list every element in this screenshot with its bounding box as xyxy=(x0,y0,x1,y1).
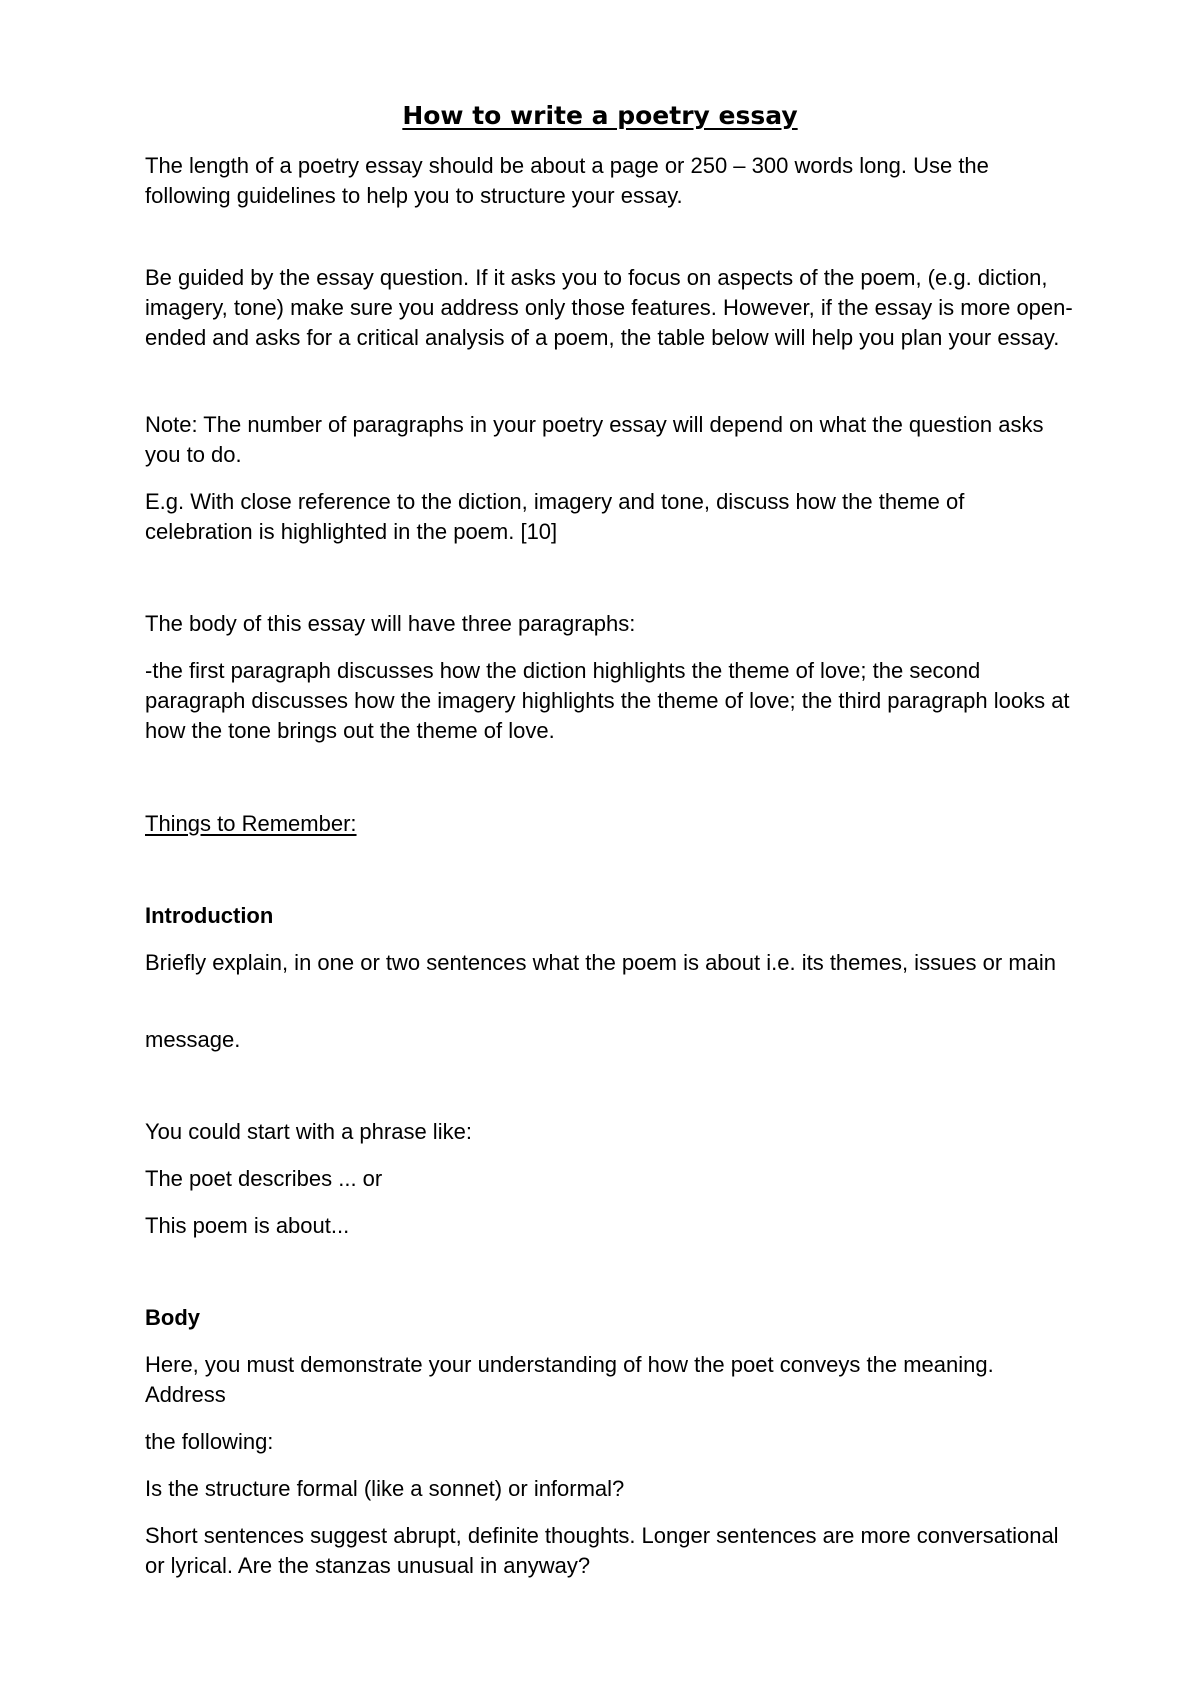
body-heading: Body xyxy=(145,1305,200,1330)
start-phrase-2: This poem is about... xyxy=(145,1213,350,1238)
body-intro-paragraph: The body of this essay will have three paragraphs: xyxy=(145,611,636,636)
introduction-line-1: Briefly explain, in one or two sentences what the poem is about i.e. its themes, issues or main xyxy=(145,950,1057,975)
introduction-heading: Introduction xyxy=(145,903,274,928)
start-phrase-1: The poet describes ... or xyxy=(145,1166,383,1191)
document-title: How to write a poetry essay xyxy=(402,101,798,130)
sentences-paragraph: Short sentences suggest abrupt, definite thoughts. Longer sentences are more conversational or lyrical. Are the stanzas unusual in anyway? xyxy=(145,1523,1059,1578)
note-paragraph: Note: The number of paragraphs in your poetry essay will depend on what the question asks you to do. xyxy=(145,412,1044,467)
body-detail-paragraph: -the first paragraph discusses how the diction highlights the theme of love; the second paragraph discusses how the imagery highlights the theme of love; the third paragraph looks at how the tone brings out the theme of love. xyxy=(145,658,1070,743)
introduction-line-2: message. xyxy=(145,1027,241,1052)
body-line-2: the following: xyxy=(145,1429,274,1454)
start-phrase-intro: You could start with a phrase like: xyxy=(145,1119,472,1144)
guided-paragraph: Be guided by the essay question. If it asks you to focus on aspects of the poem, (e.g. diction, imagery, tone) make sure you address only those features. However, if the essay is more open-ended and asks for a critical analysis of a poem, the table below will help you plan your essay. xyxy=(145,265,1073,350)
structure-question: Is the structure formal (like a sonnet) or informal? xyxy=(145,1476,625,1501)
intro-paragraph: The length of a poetry essay should be about a page or 250 – 300 words long. Use the following guidelines to help you to structure your essay. xyxy=(145,153,989,208)
example-paragraph: E.g. With close reference to the diction, imagery and tone, discuss how the theme of celebration is highlighted in the poem. [10] xyxy=(145,489,965,544)
body-line-1: Here, you must demonstrate your understanding of how the poet conveys the meaning. Address xyxy=(145,1352,994,1407)
things-to-remember-heading: Things to Remember: xyxy=(145,811,357,836)
